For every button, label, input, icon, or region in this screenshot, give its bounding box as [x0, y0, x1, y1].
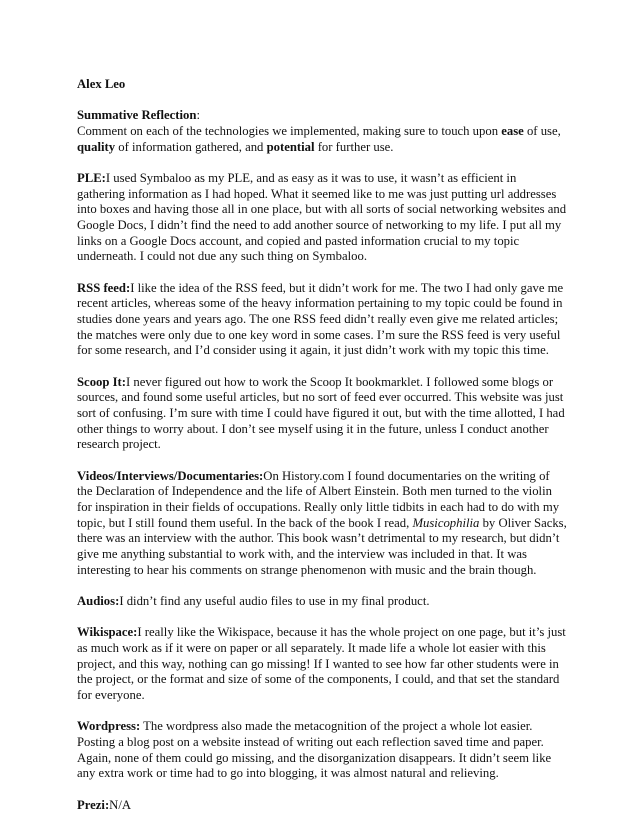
intro-colon: : — [196, 108, 200, 123]
scoop-text: I never figured out how to work the Scoop It bookmarklet. I followed some blogs or sources, and found some useful articles, but no sort of feed ever occurred. This website was just sort of confusing. I’m sure with time I could have figured it out, but with the time allotted, I had other things to worry about. I don’t see myself using it in the future, unless I conduct another research project. — [77, 374, 565, 452]
ple-label: PLE: — [77, 170, 106, 185]
wordpress-label: Wordpress: — [77, 719, 141, 734]
intro-heading: Summative Reflection — [77, 108, 197, 123]
prezi-text: N/A — [109, 797, 132, 812]
prezi-label: Prezi: — [77, 797, 110, 812]
document-page — [77, 77, 567, 829]
intro-paragraph — [77, 108, 567, 155]
prezi-paragraph — [77, 798, 567, 814]
videos-label: Videos/Interviews/Documentaries: — [77, 468, 264, 483]
audios-text: I didn’t find any useful audio files to use in my final product. — [119, 593, 430, 608]
intro-text-3: of information gathered, and — [115, 139, 267, 154]
wikispace-text: I really like the Wikispace, because it has the whole project on one page, but it’s just as much work as if it were on paper or all separately. It made life a whole lot easier with this project, and this way, nothing can go missing! If I wanted to see how far other students were in the project, or the format and size of some of the components, I could, and that set the standard for everyone. — [77, 625, 566, 702]
intro-ease: ease — [501, 123, 524, 138]
wikispace-paragraph — [77, 625, 567, 704]
wikispace-label: Wikispace: — [77, 625, 138, 640]
wordpress-paragraph — [77, 719, 567, 782]
videos-text-2: by Oliver Sacks, there was an interview with the author. This book wasn’t detrimental to my research, but didn’t give me anything substantial to work with, and the interview was included in that. It was interesting to hear his comments on strange phenomenon with music and the brain though. — [77, 515, 567, 577]
intro-text-1: Comment on each of the technologies we implemented, making sure to touch upon — [77, 123, 502, 138]
author-name: Alex Leo — [77, 77, 126, 91]
intro-potential: potential — [266, 139, 315, 154]
rss-paragraph — [77, 281, 567, 360]
book-title: Musicophilia — [412, 515, 480, 530]
intro-quality: quality — [77, 139, 116, 154]
intro-text-2: of use, — [523, 123, 561, 138]
rss-label: RSS feed: — [77, 280, 131, 295]
rss-text: I like the idea of the RSS feed, but it didn’t work for me. The two I had only gave me recent articles, whereas some of the heavy information pertaining to my topic could be found in studies done years and years ago. The one RSS feed didn’t really even give me related articles; the matches were only due to one key word in some cases. I’m sure the RSS feed is very useful for some research, and I’d consider using it again, it just didn’t work with my topic this time. — [77, 280, 564, 358]
ple-paragraph — [77, 171, 567, 265]
wordpress-text: The wordpress also made the metacognition of the project a whole lot easier. Posting a blog post on a website instead of writing out each reflection saved time and paper. Again, none of them could go missing, and the disorganization disappears. It didn’t seem like any extra work or time had to go into blogging, it was almost natural and relieving. — [77, 719, 552, 781]
scoop-label: Scoop It: — [77, 374, 126, 389]
videos-text-1: On History.com I found documentaries on the writing of the Declaration of Independence and the life of Albert Einstein. Both men turned to the violin for inspiration in their fields of occupations. Really only little tidbits in each had to do with my topic, but I still found them useful. In the back of the book I read, — [77, 468, 560, 530]
ple-text: I used Symbaloo as my PLE, and as easy as it was to use, it wasn’t as efficient in gathering information as I had hoped. What it seemed like to me was just putting url addresses into boxes and having those all in one place, but with all sorts of social networking websites and Google Docs, I didn’t find the need to add another source of networking to my life. I put all my links on a Google Docs account, and copied and pasted information crucial to my topic underneath. I could not due any such thing on Symbaloo. — [77, 170, 567, 264]
intro-text-4: for further use. — [314, 139, 394, 154]
audios-paragraph — [77, 594, 567, 610]
videos-paragraph — [77, 469, 567, 579]
audios-label: Audios: — [77, 593, 120, 608]
scoop-paragraph — [77, 375, 567, 454]
